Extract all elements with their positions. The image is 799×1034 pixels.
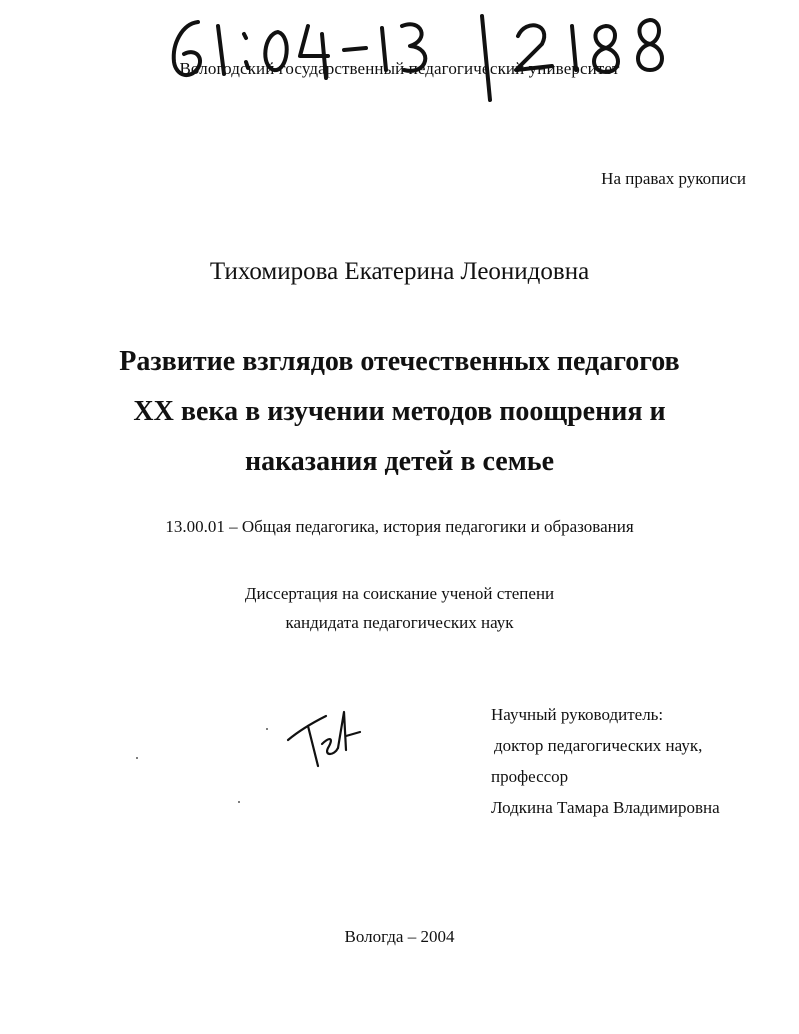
title-line: XX века в изучении методов поощрения и	[133, 396, 666, 427]
handwritten-archive-code	[160, 4, 680, 104]
paper-speck	[238, 801, 240, 803]
university-name: Вологодский государственный педагогический университет	[179, 59, 620, 78]
place-and-year: Вологда – 2004	[344, 927, 455, 946]
degree-statement	[0, 579, 799, 637]
title-line: Развитие взглядов отечественных педагогов	[119, 346, 680, 377]
scientific-supervisor	[491, 699, 720, 823]
supervisor-name: Лодкина Тамара Владимировна	[491, 798, 720, 817]
handwritten-signature-icon	[280, 692, 370, 772]
supervisor-degree: доктор педагогических наук,	[494, 736, 703, 755]
author-name: Тихомирова Екатерина Леонидовна	[209, 258, 590, 285]
supervisor-label: Научный руководитель:	[491, 705, 664, 724]
title-line: наказания детей в семье	[244, 446, 555, 477]
degree-line: Диссертация на соискание ученой степени	[244, 584, 555, 603]
signature-drawing	[280, 692, 370, 772]
supervisor-rank: профессор	[491, 767, 569, 786]
handwritten-code-drawing	[160, 4, 680, 104]
specialty-code: 13.00.01 – Общая педагогика, история педагогики и образования	[165, 517, 634, 536]
degree-line: кандидата педагогических наук	[285, 613, 514, 632]
paper-speck	[266, 728, 268, 730]
paper-speck	[136, 757, 138, 759]
manuscript-rights-note: На правах рукописи	[601, 169, 746, 188]
dissertation-title	[0, 337, 799, 487]
